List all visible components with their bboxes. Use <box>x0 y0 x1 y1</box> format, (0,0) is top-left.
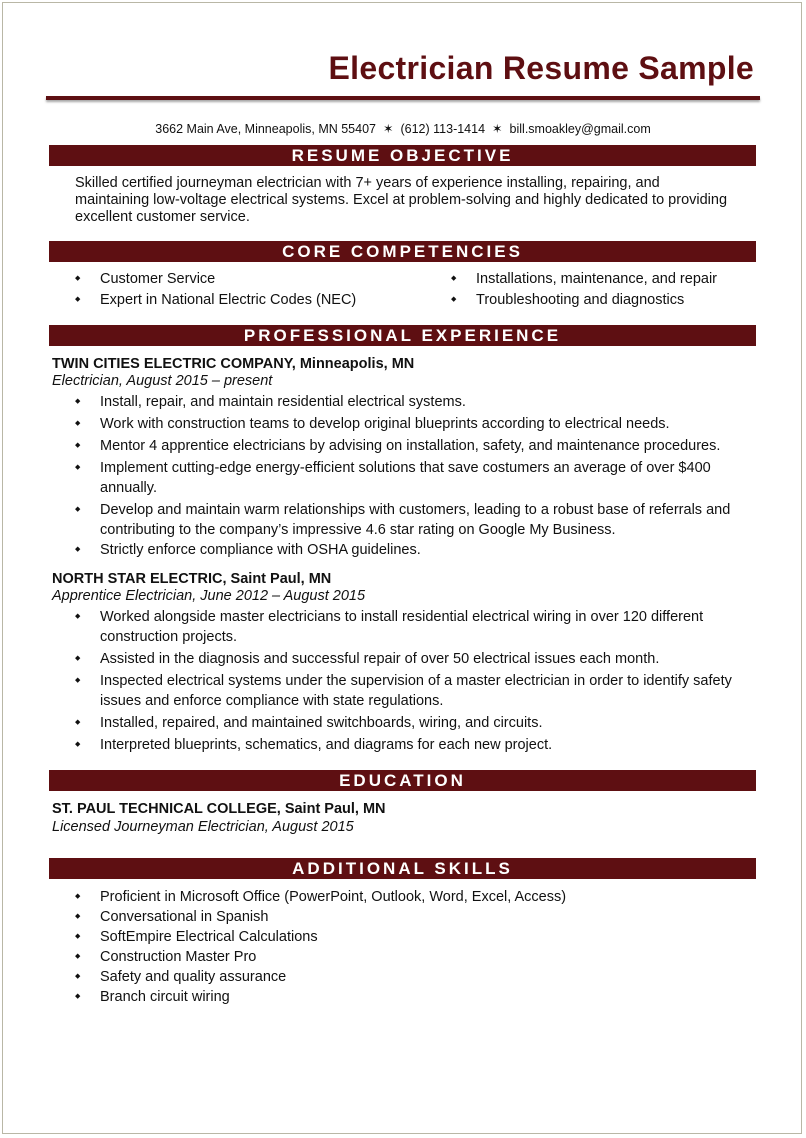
job-company: TWIN CITIES ELECTRIC COMPANY, Minneapolis, MN <box>52 356 415 372</box>
skills-list <box>75 887 735 1007</box>
email-link[interactable]: bill.smoakley@gmail.com <box>509 122 651 136</box>
list-item: ◆ Construction Master Pro <box>75 947 735 967</box>
list-item: ◆ Develop and maintain warm relationships with customers, leading to a robust base of referrals and contributing to the company’s impressive 4.6 star rating on Google My Business. <box>75 500 765 540</box>
competencies-left-list <box>75 269 435 310</box>
section-heading-experience: PROFESSIONAL EXPERIENCE <box>49 325 756 346</box>
job-bullets <box>75 392 765 560</box>
resume-title: Electrician Resume Sample <box>328 50 754 86</box>
job-role: Apprentice Electrician, June 2012 – August 2015 <box>52 588 366 604</box>
address: 3662 Main Ave, Minneapolis, MN 55407 <box>155 122 376 136</box>
list-item: ◆ Proficient in Microsoft Office (PowerPoint, Outlook, Word, Excel, Access) <box>75 887 735 907</box>
section-heading-competencies: CORE COMPETENCIES <box>49 241 756 262</box>
list-item: ◆ SoftEmpire Electrical Calculations <box>75 927 735 947</box>
list-item: ◆ Interpreted blueprints, schematics, and diagrams for each new project. <box>75 735 755 755</box>
list-item: ◆ Troubleshooting and diagnostics <box>451 290 751 310</box>
education-school: ST. PAUL TECHNICAL COLLEGE, Saint Paul, MN <box>52 801 386 817</box>
list-item: ◆ Expert in National Electric Codes (NEC) <box>75 290 435 310</box>
list-item: ◆ Safety and quality assurance <box>75 967 735 987</box>
list-item: ◆ Worked alongside master electricians to install residential electrical wiring in over 120 different construction projects. <box>75 607 755 647</box>
job-company: NORTH STAR ELECTRIC, Saint Paul, MN <box>52 571 332 587</box>
section-heading-skills: ADDITIONAL SKILLS <box>49 858 756 879</box>
list-item: ◆ Installations, maintenance, and repair <box>451 269 751 289</box>
job-role: Electrician, August 2015 – present <box>52 373 273 389</box>
list-item: ◆ Inspected electrical systems under the supervision of a master electrician in order to identify safety issues and enforce compliance with state regulations. <box>75 671 755 711</box>
objective-text: Skilled certified journeyman electrician with 7+ years of experience installing, repairing, and maintaining low-voltage electrical systems. Excel at problem-solving and highly dedicated to providing excellent customer service. <box>75 175 728 225</box>
education-credential: Licensed Journeyman Electrician, August 2015 <box>52 819 354 835</box>
section-heading-education: EDUCATION <box>49 770 756 791</box>
section-heading-objective: RESUME OBJECTIVE <box>49 145 756 166</box>
list-item: ◆ Implement cutting-edge energy-efficient solutions that save costumers an average of over $400 annually. <box>75 458 765 498</box>
title-divider <box>46 96 760 100</box>
list-item: ◆ Installed, repaired, and maintained switchboards, wiring, and circuits. <box>75 713 755 733</box>
competencies-right-list <box>451 269 751 310</box>
separator-icon: ✶ <box>383 122 394 136</box>
list-item: ◆ Install, repair, and maintain residential electrical systems. <box>75 392 765 412</box>
list-item: ◆ Branch circuit wiring <box>75 987 735 1007</box>
job-bullets <box>75 607 755 755</box>
list-item: ◆ Work with construction teams to develop original blueprints according to electrical needs. <box>75 414 765 434</box>
contact-line <box>0 121 806 136</box>
list-item: ◆ Conversational in Spanish <box>75 907 735 927</box>
list-item: ◆ Customer Service <box>75 269 435 289</box>
list-item: ◆ Mentor 4 apprentice electricians by advising on installation, safety, and maintenance procedures. <box>75 436 765 456</box>
separator-icon: ✶ <box>492 122 503 136</box>
list-item: ◆ Strictly enforce compliance with OSHA guidelines. <box>75 540 765 560</box>
phone: (612) 113-1414 <box>400 122 486 136</box>
list-item: ◆ Assisted in the diagnosis and successful repair of over 50 electrical issues each month. <box>75 649 755 669</box>
